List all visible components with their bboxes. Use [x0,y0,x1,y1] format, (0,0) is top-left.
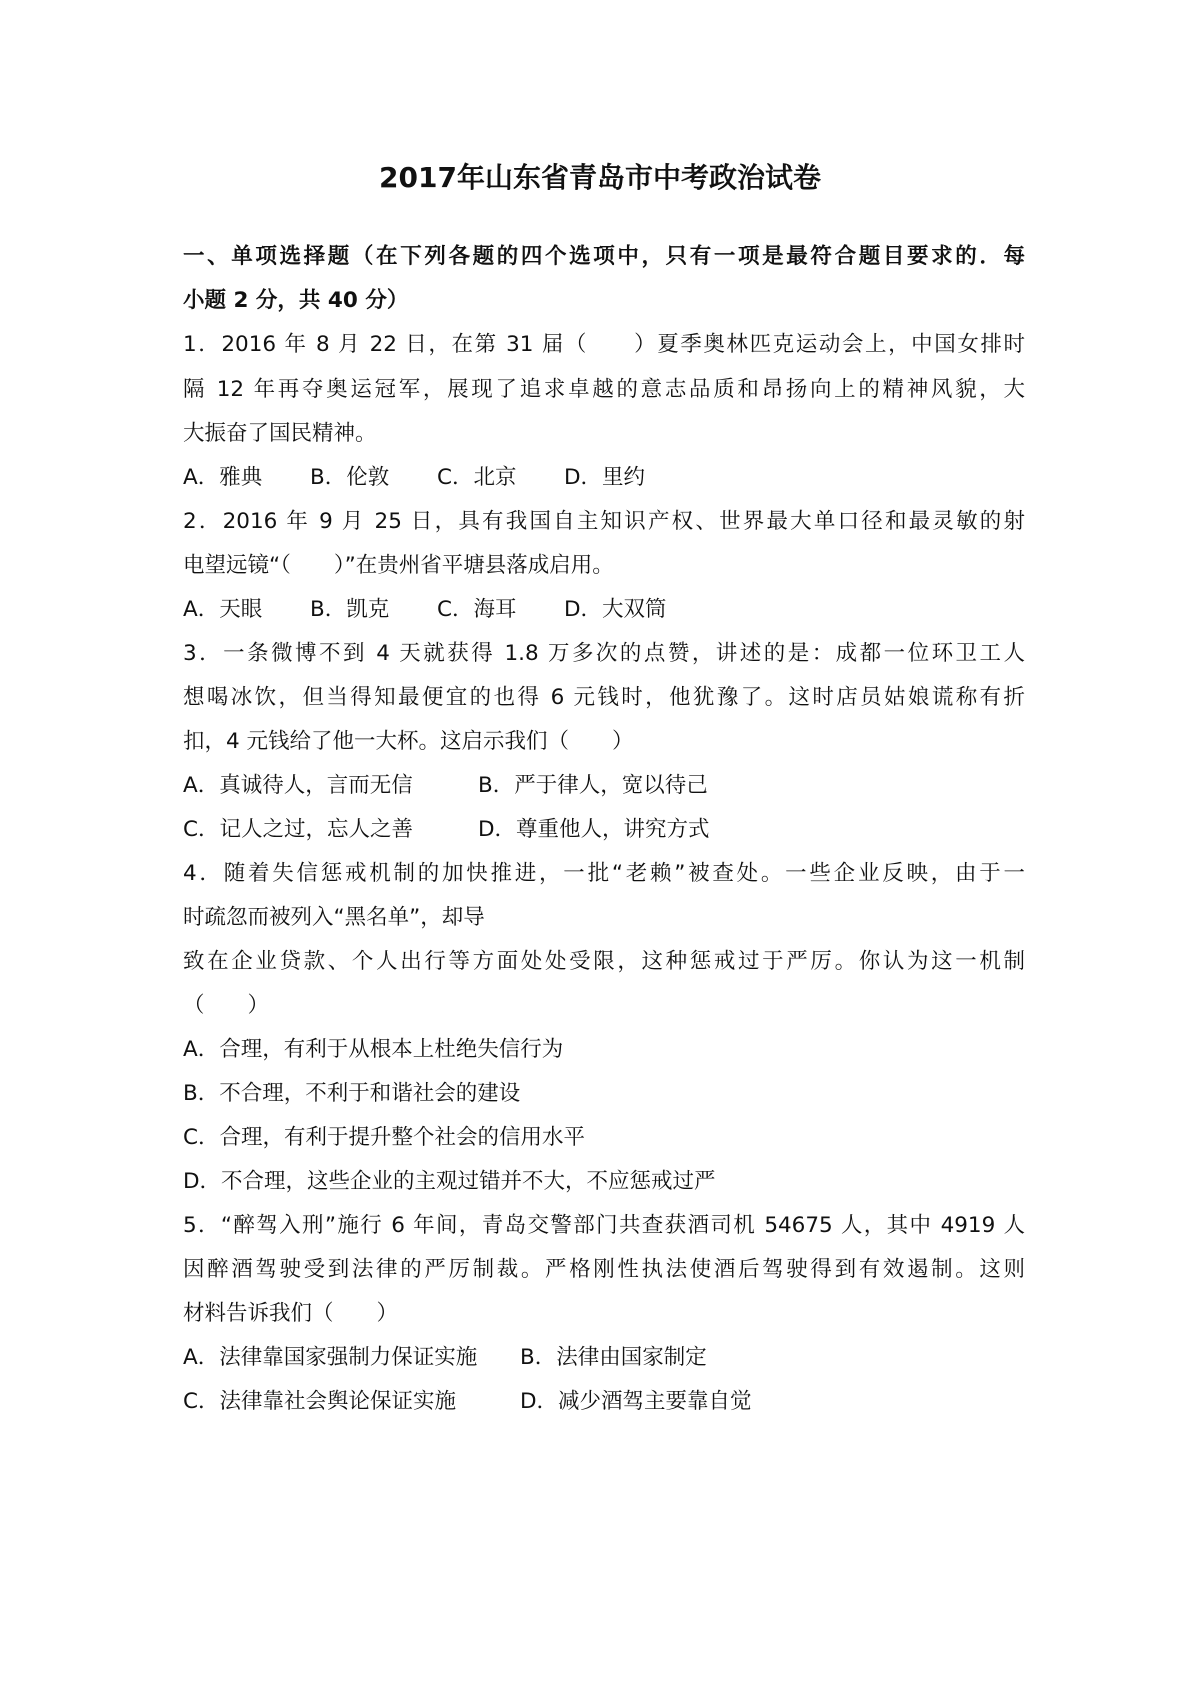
question-2-option-c: C．海耳 [437,597,517,622]
question-1-option-b: B．伦敦 [310,465,390,490]
question-5-option-c: C．法律靠社会舆论保证实施 [183,1389,457,1414]
question-1-line-2: 隔 12 年再夺奥运冠军，展现了追求卓越的意志品质和昂扬向上的精神风貌，大 [183,377,1025,402]
question-3-option-b: B．严于律人，宽以待己 [478,773,708,798]
section-heading-line-2: 小题 2 分，共 40 分） [183,288,409,313]
question-3-line-1: 3．一条微博不到 4 天就获得 1.8 万多次的点赞，讲述的是：成都一位环卫工人 [183,641,1025,666]
question-2-option-a: A．天眼 [183,597,263,622]
question-3-option-a: A．真诚待人，言而无信 [183,773,413,798]
section-heading-line-1: 一、单项选择题（在下列各题的四个选项中，只有一项是最符合题目要求的．每 [183,244,1025,269]
question-2-line-1: 2．2016 年 9 月 25 日，具有我国自主知识产权、世界最大单口径和最灵敏的射 [183,509,1025,534]
question-2-line-2: 电望远镜“（ ）”在贵州省平塘县落成启用。 [183,553,614,578]
question-1-option-a: A．雅典 [183,465,263,490]
question-5-option-a: A．法律靠国家强制力保证实施 [183,1345,478,1370]
question-5-line-2: 因醉酒驾驶受到法律的严厉制裁。严格刚性执法使酒后驾驶得到有效遏制。这则 [183,1257,1025,1282]
question-4-line-1: 4．随着失信惩戒机制的加快推进，一批“老赖”被查处。一些企业反映，由于一 [183,861,1025,886]
question-4-option-b: B．不合理，不利于和谐社会的建设 [183,1081,521,1106]
question-3-option-c: C．记人之过，忘人之善 [183,817,414,842]
question-3-line-2: 想喝冰饮，但当得知最便宜的也得 6 元钱时，他犹豫了。这时店员姑娘谎称有折 [183,685,1025,710]
question-4-option-a: A．合理，有利于从根本上杜绝失信行为 [183,1037,564,1062]
question-4-option-c: C．合理，有利于提升整个社会的信用水平 [183,1125,586,1150]
question-1-option-d: D．里约 [564,465,646,490]
question-5-option-b: B．法律由国家制定 [520,1345,707,1370]
question-5-line-1: 5．“醉驾入刑”施行 6 年间，青岛交警部门共查获酒司机 54675 人，其中 4919 人 [183,1213,1025,1238]
question-5-line-3: 材料告诉我们（ ） [183,1301,399,1326]
question-3-line-3: 扣，4 元钱给了他一大杯。这启示我们（ ） [183,729,634,754]
question-1-line-3: 大振奋了国民精神。 [183,421,377,446]
question-4-line-2: 时疏忽而被列入“黑名单”，却导 [183,905,485,930]
question-2-option-b: B．凯克 [310,597,390,622]
question-1-line-1: 1．2016 年 8 月 22 日，在第 31 届（ ）夏季奥林匹克运动会上，中国女排时 [183,332,1025,357]
question-2-option-d: D．大双筒 [564,597,667,622]
question-3-option-d: D．尊重他人，讲究方式 [478,817,710,842]
question-4-line-3: 致在企业贷款、个人出行等方面处处受限，这种惩戒过于严厉。你认为这一机制 [183,949,1025,974]
page-title: 2017年山东省青岛市中考政治试卷 [379,161,821,194]
question-1-option-c: C．北京 [437,465,517,490]
question-5-option-d: D．减少酒驾主要靠自觉 [520,1389,752,1414]
question-4-line-4: （ ） [183,993,270,1018]
question-4-option-d: D．不合理，这些企业的主观过错并不大，不应惩戒过严 [183,1169,716,1194]
